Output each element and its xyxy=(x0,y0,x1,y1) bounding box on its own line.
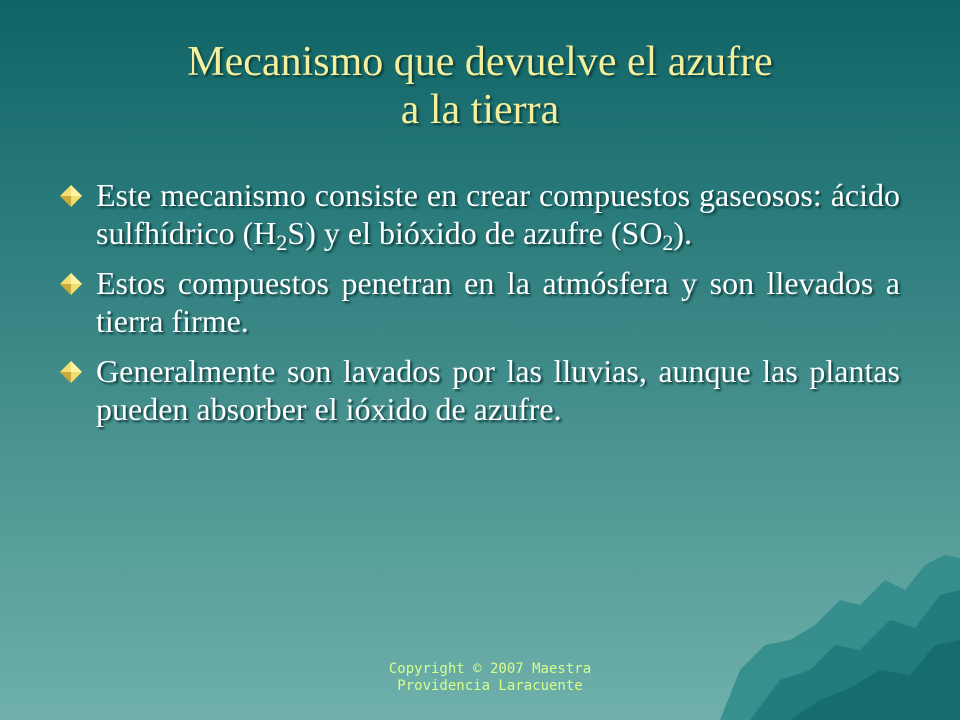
bullet-item xyxy=(60,352,900,428)
diamond-bullet-icon xyxy=(60,273,82,295)
bullet-item xyxy=(60,264,900,340)
copyright-footer xyxy=(340,661,640,695)
subscript: 2 xyxy=(276,230,288,255)
bullet-text: Estos compuestos penetran en la atmósfera y son llevados a tierra firme. xyxy=(96,265,900,339)
footer-line1: Copyright © 2007 Maestra xyxy=(388,661,592,677)
bullet-item xyxy=(60,176,900,255)
slide-title-line1: Mecanismo que devuelve el azufre xyxy=(187,39,773,85)
diamond-bullet-icon xyxy=(60,361,82,383)
slide-title xyxy=(60,38,900,134)
slide-title-line2: a la tierra xyxy=(400,87,560,133)
diamond-bullet-icon xyxy=(60,185,82,207)
bullet-text: Generalmente son lavados por las lluvias, aunque las plantas pueden absorber el ióxido de azufre. xyxy=(96,353,900,427)
bullet-list xyxy=(60,176,900,440)
bullet-text: Este mecanismo consiste en crear compuestos gaseosos: ácido sulfhídrico $(H_2S)$ y el bióxido de azufre $(SO_2)$. xyxy=(96,177,900,255)
subscript: 2 xyxy=(662,230,674,255)
mountain-decoration xyxy=(720,550,960,720)
footer-line2: Providencia Laracuente xyxy=(397,678,583,694)
